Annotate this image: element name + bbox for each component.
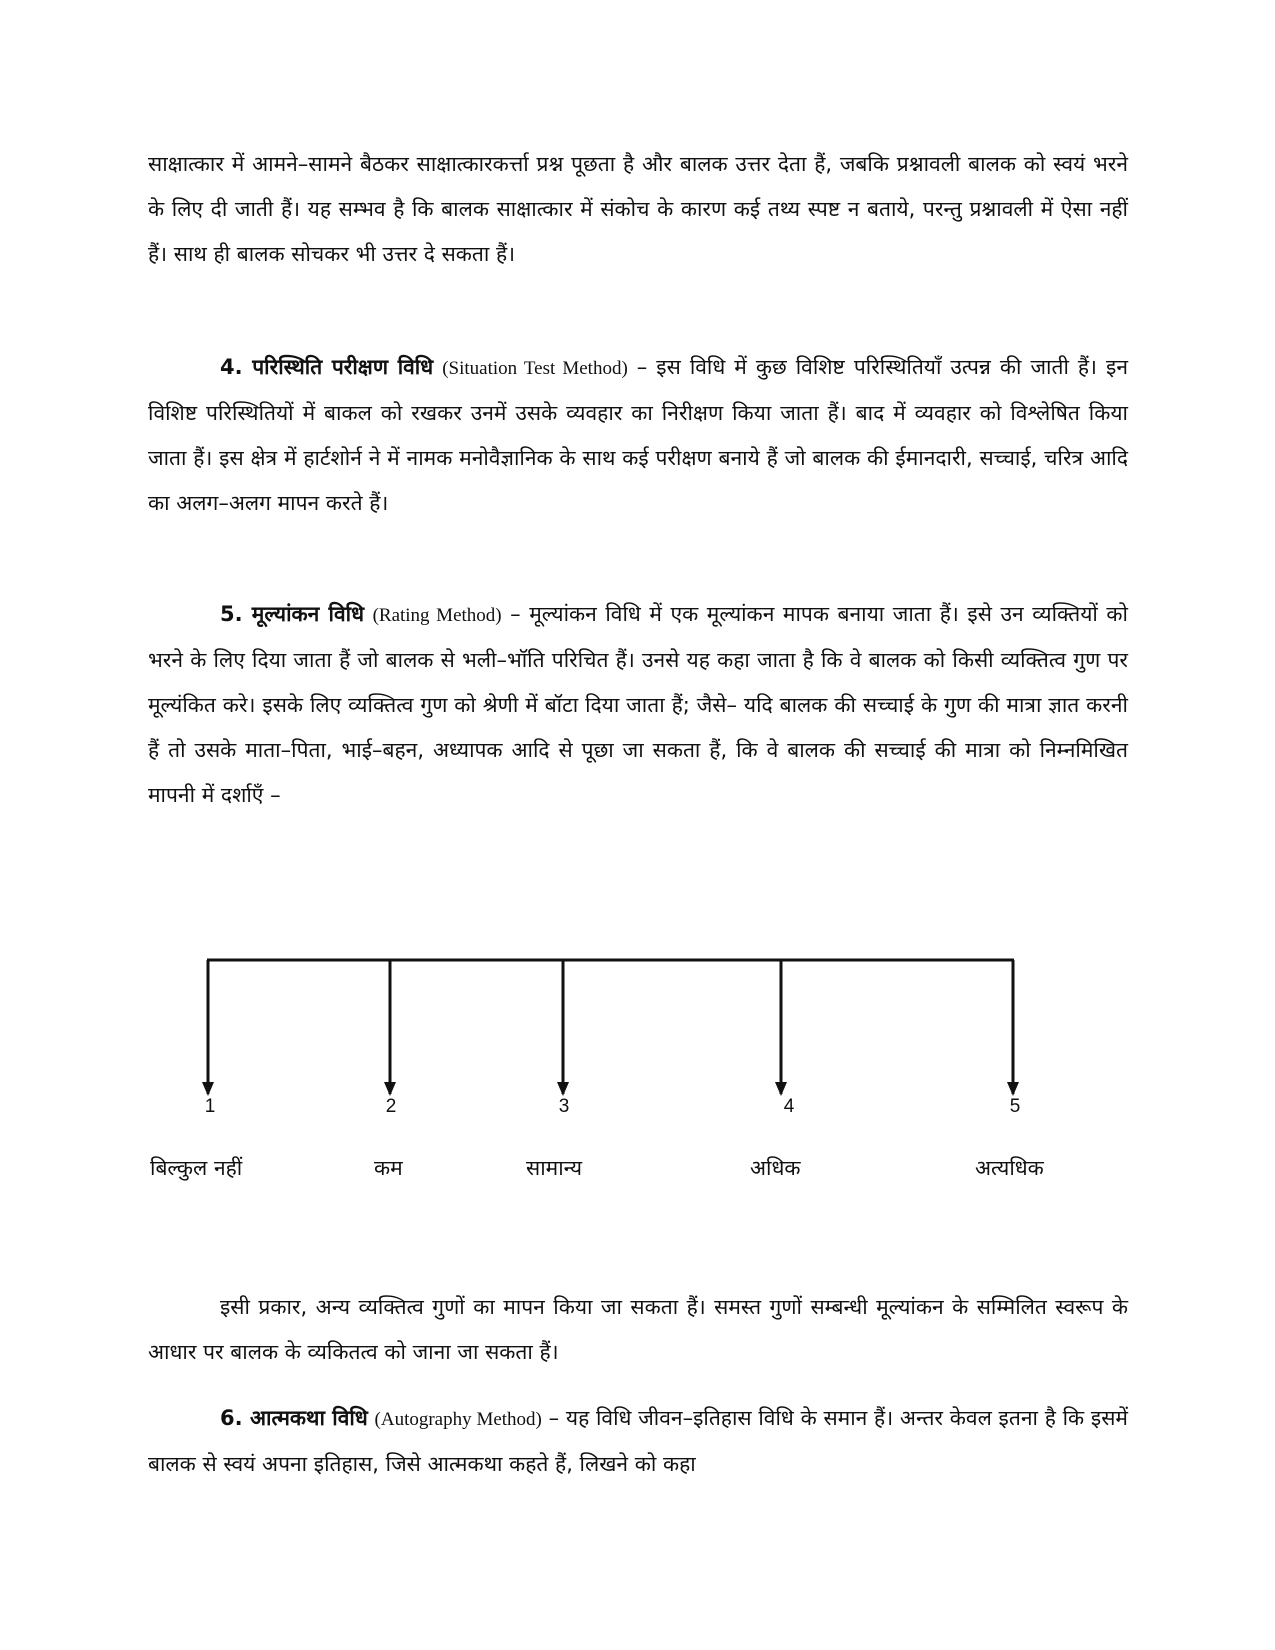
paragraph-text: – इस विधि में कुछ विशिष्ट परिस्थितियाँ उत्पन्न की जाती हैं। इन विशिष्ट परिस्थितियों में बाकल को रखकर उनमें उसके व्यवहार का निरीक्षण किया जाता हैं। बाद में व्यवहार को विश्लेषित किया जाता हैं। इस क्षेत्र में हार्टशोर्न ने में नामक मनोवैज्ञानिक के साथ कई परीक्षण बनाये हैं जो बालक की ईमानदारी, सच्चाई, चरित्र आदि का अलग–अलग मापन करते हैं। (148, 355, 1128, 515)
scale-number-4: 4 (783, 1096, 795, 1117)
scale-number-5: 5 (1009, 1096, 1021, 1117)
paragraph-autobiography-method (148, 1396, 1128, 1487)
scale-arrowhead-4 (775, 1082, 787, 1096)
paragraph-text: साक्षात्कार में आमने–सामने बैठकर साक्षात्कारकर्त्ता प्रश्न पूछता है और बालक उत्तर देता हैं, जबकि प्रश्नावली बालक को स्वयं भरने के लिए दी जाती हैं। यह सम्भव है कि बालक साक्षात्कार में संकोच के कारण कई तथ्य स्पष्ट न बताये, परन्तु प्रश्नावली में ऐसा नहीं हैं। साथ ही बालक सोचकर भी उत्तर दे सकता हैं। (148, 152, 1128, 266)
scale-arrowhead-3 (557, 1082, 569, 1096)
section-english-term: (Autography Method) (374, 1409, 542, 1430)
paragraph-situation-test-method (148, 345, 1128, 526)
scale-number-1: 1 (204, 1096, 216, 1117)
paragraph-text: – यह विधि जीवन–इतिहास विधि के समान हैं। अन्तर केवल इतना है कि इसमें बालक से स्वयं अपना इतिहास, जिसे आत्मकथा कहते हैं, लिखने को कहा (148, 1406, 1128, 1476)
section-english-term: (Rating Method) (372, 605, 502, 626)
scale-label-1: बिल्कुल नहीं (150, 1156, 243, 1180)
paragraph-text: – मूल्यांकन विधि में एक मूल्यांकन मापक बनाया जाता हैं। इसे उन व्यक्तियों को भरने के लिए दिया जाता हैं जो बालक से भली–भॉति परिचित हैं। उनसे यह कहा जाता है कि वे बालक को किसी व्यक्तित्व गुण पर मूल्यंकित करे। इसके लिए व्यक्तित्व गुण को श्रेणी में बॉटा दिया जाता हैं; जैसे– यदि बालक की सच्चाई के गुण की मात्रा ज्ञात करनी हैं तो उसके माता–पिता, भाई–बहन, अध्यापक आदि से पूछा जा सकता हैं, कि वे बालक की सच्चाई की मात्रा को निम्नमिखित मापनी में दर्शाएँ – (148, 602, 1128, 807)
scale-arrowhead-1 (202, 1082, 214, 1096)
section-english-term: (Situation Test Method) (442, 358, 628, 379)
scale-arrowhead-5 (1007, 1082, 1019, 1096)
section-heading: 6. आत्मकथा विधि (220, 1406, 368, 1430)
scale-label-5: अत्यधिक (975, 1156, 1044, 1180)
paragraph-rating-method (148, 592, 1128, 818)
scale-number-2: 2 (385, 1096, 397, 1117)
paragraph-interview-vs-questionnaire (148, 142, 1128, 277)
scale-number-3: 3 (558, 1096, 570, 1117)
scale-label-2: कम (374, 1156, 403, 1180)
scale-arrowhead-2 (384, 1082, 396, 1096)
paragraph-text: इसी प्रकार, अन्य व्यक्तित्व गुणों का मापन किया जा सकता हैं। समस्त गुणों सम्बन्धी मूल्यांकन के सम्मिलित स्वरूप के आधार पर बालक के व्यकितत्व को जाना जा सकता हैं। (148, 1295, 1128, 1364)
section-heading: 5. मूल्यांकन विधि (220, 602, 364, 626)
paragraph-other-traits (148, 1285, 1128, 1375)
scale-label-3: सामान्य (526, 1156, 583, 1180)
section-heading: 4. परिस्थिति परीक्षण विधि (220, 355, 434, 379)
scale-label-4: अधिक (750, 1156, 801, 1180)
